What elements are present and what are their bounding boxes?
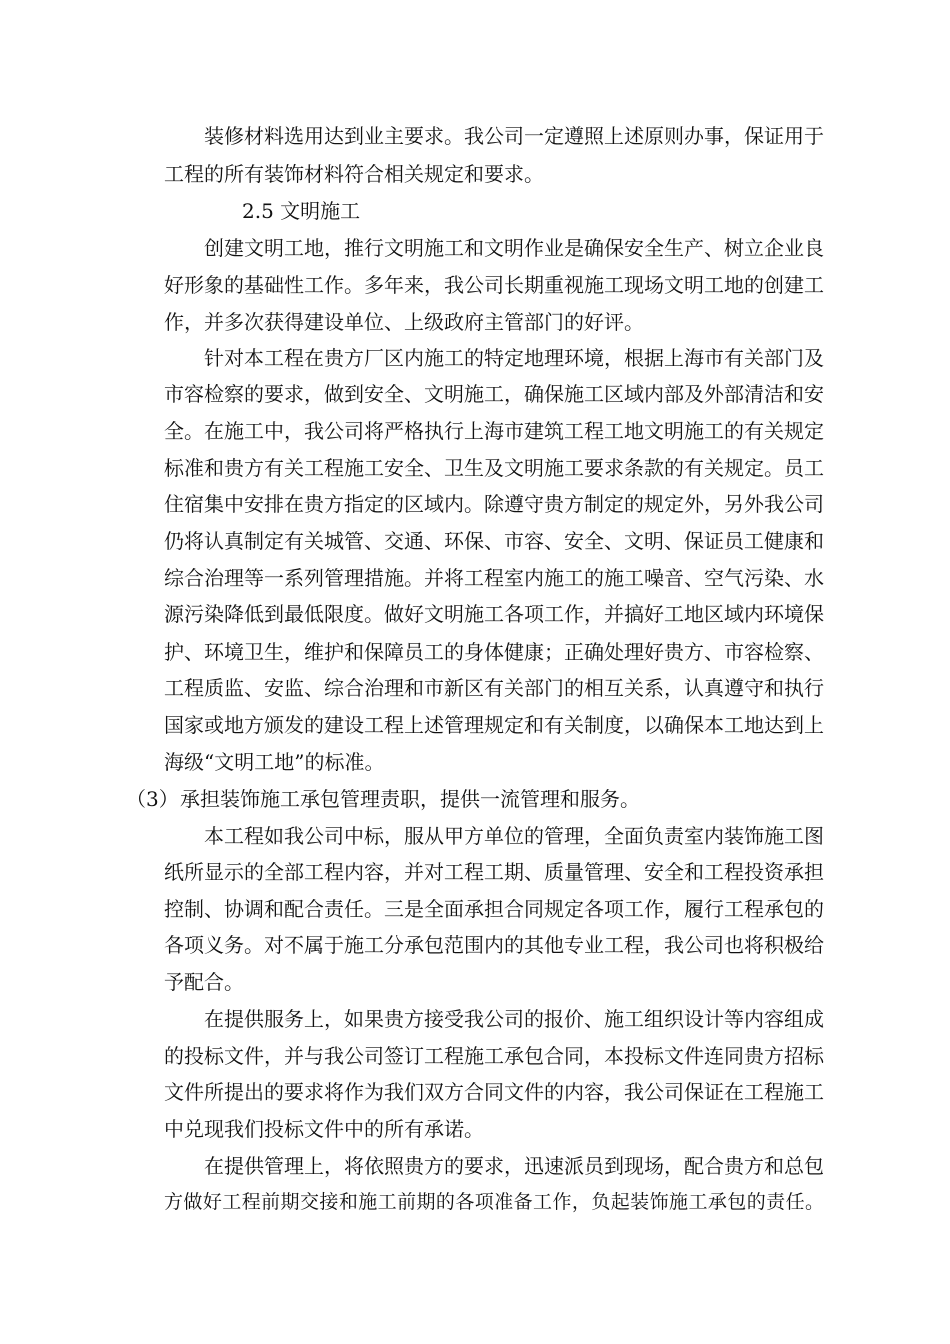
- paragraph-line: 控制、协调和配合责任。三是全面承担合同规定各项工作，履行工程承包的: [164, 897, 824, 921]
- paragraph-line: 国家或地方颁发的建设工程上述管理规定和有关制度，以确保本工地达到上: [164, 713, 824, 737]
- paragraph-line: 工程的所有装饰材料符合相关规定和要求。: [164, 162, 544, 186]
- paragraph-line: 本工程如我公司中标，服从甲方单位的管理，全面负责室内装饰施工图: [204, 824, 824, 848]
- paragraph-line: 仍将认真制定有关城管、交通、环保、市容、安全、文明、保证员工健康和: [164, 529, 824, 553]
- paragraph-line: 方做好工程前期交接和施工前期的各项准备工作，负起装饰施工承包的责任。: [164, 1191, 824, 1213]
- paragraph-line: 全。在施工中，我公司将严格执行上海市建筑工程工地文明施工的有关规定: [164, 419, 824, 443]
- paragraph-line: 海级“文明工地”的标准。: [164, 750, 385, 774]
- paragraph-line: 护、环境卫生，维护和保障员工的身体健康；正确处理好贵方、市容检察、: [164, 640, 824, 664]
- paragraph-line: 标准和贵方有关工程施工安全、卫生及文明施工要求条款的有关规定。员工: [164, 456, 824, 480]
- paragraph-line: 工程质监、安监、综合治理和市新区有关部门的相互关系，认真遵守和执行: [164, 676, 824, 700]
- paragraph-line: 好形象的基础性工作。多年来，我公司长期重视施工现场文明工地的创建工: [164, 273, 824, 297]
- list-item-text: 承担装饰施工承包管理责职，提供一流管理和服务。: [180, 787, 640, 811]
- paragraph-line: 住宿集中安排在贵方指定的区域内。除遵守贵方制定的规定外，另外我公司: [164, 492, 824, 516]
- paragraph-line: 源污染降低到最低限度。做好文明施工各项工作，并搞好工地区域内环境保: [164, 602, 824, 626]
- paragraph-line: 装修材料选用达到业主要求。我公司一定遵照上述原则办事，保证用于: [204, 124, 824, 148]
- paragraph-line: 的投标文件，并与我公司签订工程施工承包合同，本投标文件连同贵方招标: [164, 1044, 824, 1068]
- paragraph-line: 综合治理等一系列管理措施。并将工程室内施工的施工噪音、空气污染、水: [164, 566, 824, 590]
- paragraph-line: 文件所提出的要求将作为我们双方合同文件的内容，我公司保证在工程施工: [164, 1080, 824, 1104]
- paragraph-line: 予配合。: [164, 970, 244, 994]
- paragraph-line: 中兑现我们投标文件中的所有承诺。: [164, 1117, 484, 1141]
- paragraph-line: 在提供服务上，如果贵方接受我公司的报价、施工组织设计等内容组成: [204, 1007, 824, 1031]
- paragraph-line: 在提供管理上，将依照贵方的要求，迅速派员到现场，配合贵方和总包: [204, 1154, 824, 1178]
- paragraph-line: 作，并多次获得建设单位、上级政府主管部门的好评。: [164, 310, 644, 334]
- paragraph-line: 针对本工程在贵方厂区内施工的特定地理环境，根据上海市有关部门及: [204, 346, 824, 370]
- paragraph-line: 纸所显示的全部工程内容，并对工程工期、质量管理、安全和工程投资承担: [164, 860, 824, 884]
- paragraph-line: 创建文明工地，推行文明施工和文明作业是确保安全生产、树立企业良: [204, 236, 824, 260]
- section-heading: 2.5 文明施工: [242, 199, 361, 223]
- paragraph-line: 各项义务。对不属于施工分承包范围内的其他专业工程，我公司也将积极给: [164, 933, 824, 957]
- list-item-marker: （3）: [126, 787, 179, 811]
- paragraph-line: 市容检察的要求，做到安全、文明施工，确保施工区域内部及外部清洁和安: [164, 382, 824, 406]
